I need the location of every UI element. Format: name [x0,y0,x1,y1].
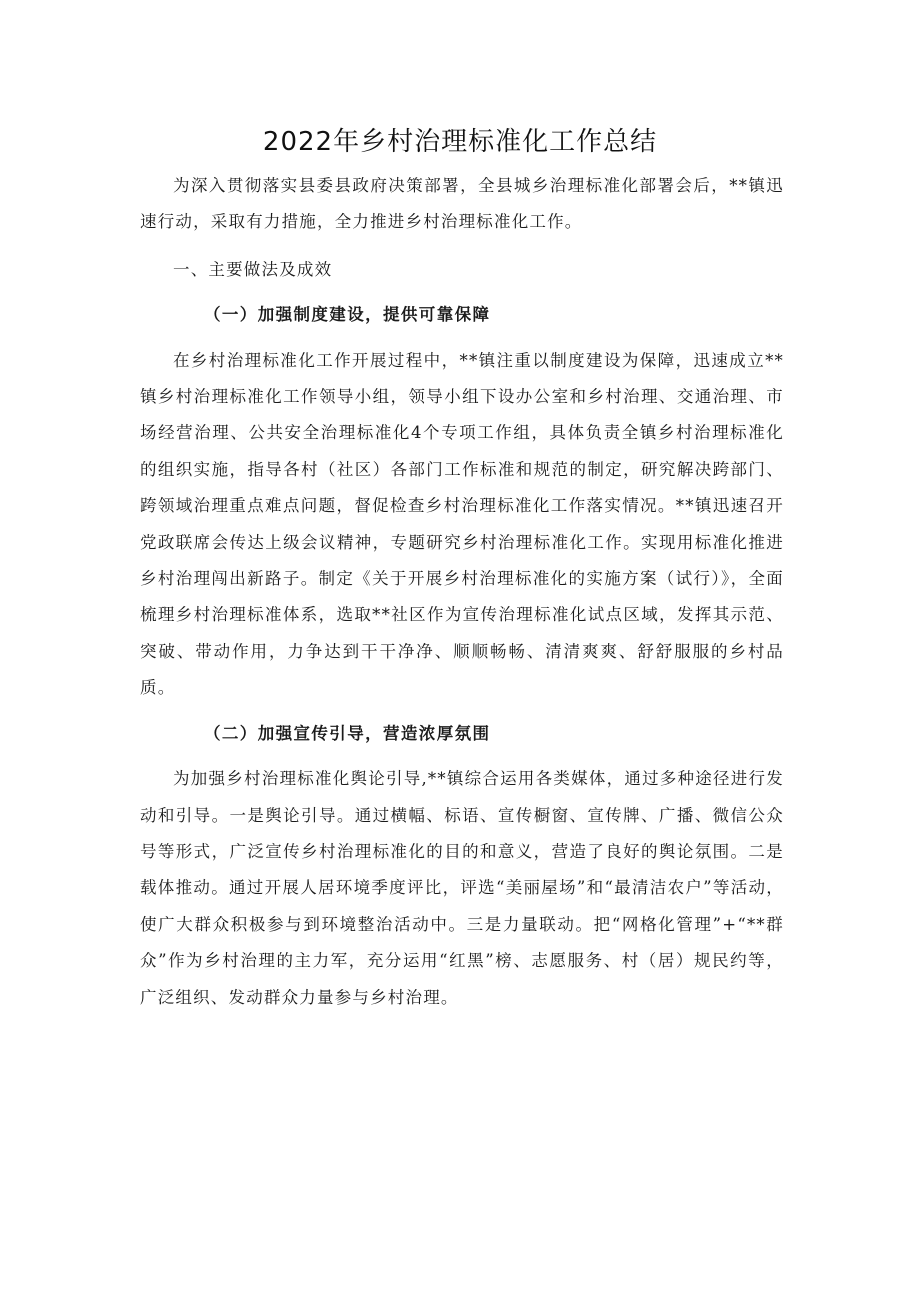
subsection-heading-system-building: （一）加强制度建设，提供可靠保障 [204,305,491,325]
subsection-heading-publicity: （二）加强宣传引导，营造浓厚氛围 [204,723,491,743]
subsection-body-publicity: 为加强乡村治理标准化舆论引导,**镇综合运用各类媒体，通过多种途径进行发动和引导。一是舆论引导。通过横幅、标语、宣传橱窗、宣传牌、广播、微信公众号等形式，广泛宣传乡村治理标准化的目的和意义，营造了良好的舆论氛围。二是载体推动。通过开展人居环境季度评比，评选“美丽屋场”和“最清洁农户”等活动，使广大群众积极参与到环境整治活动中。三是力量联动。把“网格化管理”+“**群众”作为乡村治理的主力军，充分运用“红黑”榜、志愿服务、村（居）规民约等，广泛组织、发动群众力量参与乡村治理。 [140,769,784,1007]
document-title: 2022年乡村治理标准化工作总结 [262,127,658,157]
intro-paragraph: 为深入贯彻落实县委县政府决策部署，全县城乡治理标准化部署会后，**镇迅速行动，采取有力措施，全力推进乡村治理标准化工作。 [140,176,784,232]
document-body [140,168,784,1016]
section-heading-main-practices: 一、主要做法及成效 [173,259,333,279]
subsection-body-system-building: 在乡村治理标准化工作开展过程中，**镇注重以制度建设为保障，迅速成立**镇乡村治理标准化工作领导小组，领导小组下设办公室和乡村治理、交通治理、市场经营治理、公共安全治理标准化4个专项工作组，具体负责全镇乡村治理标准化的组织实施，指导各村（社区）各部门工作标准和规范的制定，研究解决跨部门、跨领域治理重点难点问题，督促检查乡村治理标准化工作落实情况。**镇迅速召开党政联席会传达上级会议精神，专题研究乡村治理标准化工作。实现用标准化推进乡村治理闯出新路子。制定《关于开展乡村治理标准化的实施方案（试行）》，全面梳理乡村治理标准体系，选取**社区作为宣传治理标准化试点区域，发挥其示范、突破、带动作用，力争达到干干净净、顺顺畅畅、清清爽爽、舒舒服服的乡村品质。 [140,350,784,698]
